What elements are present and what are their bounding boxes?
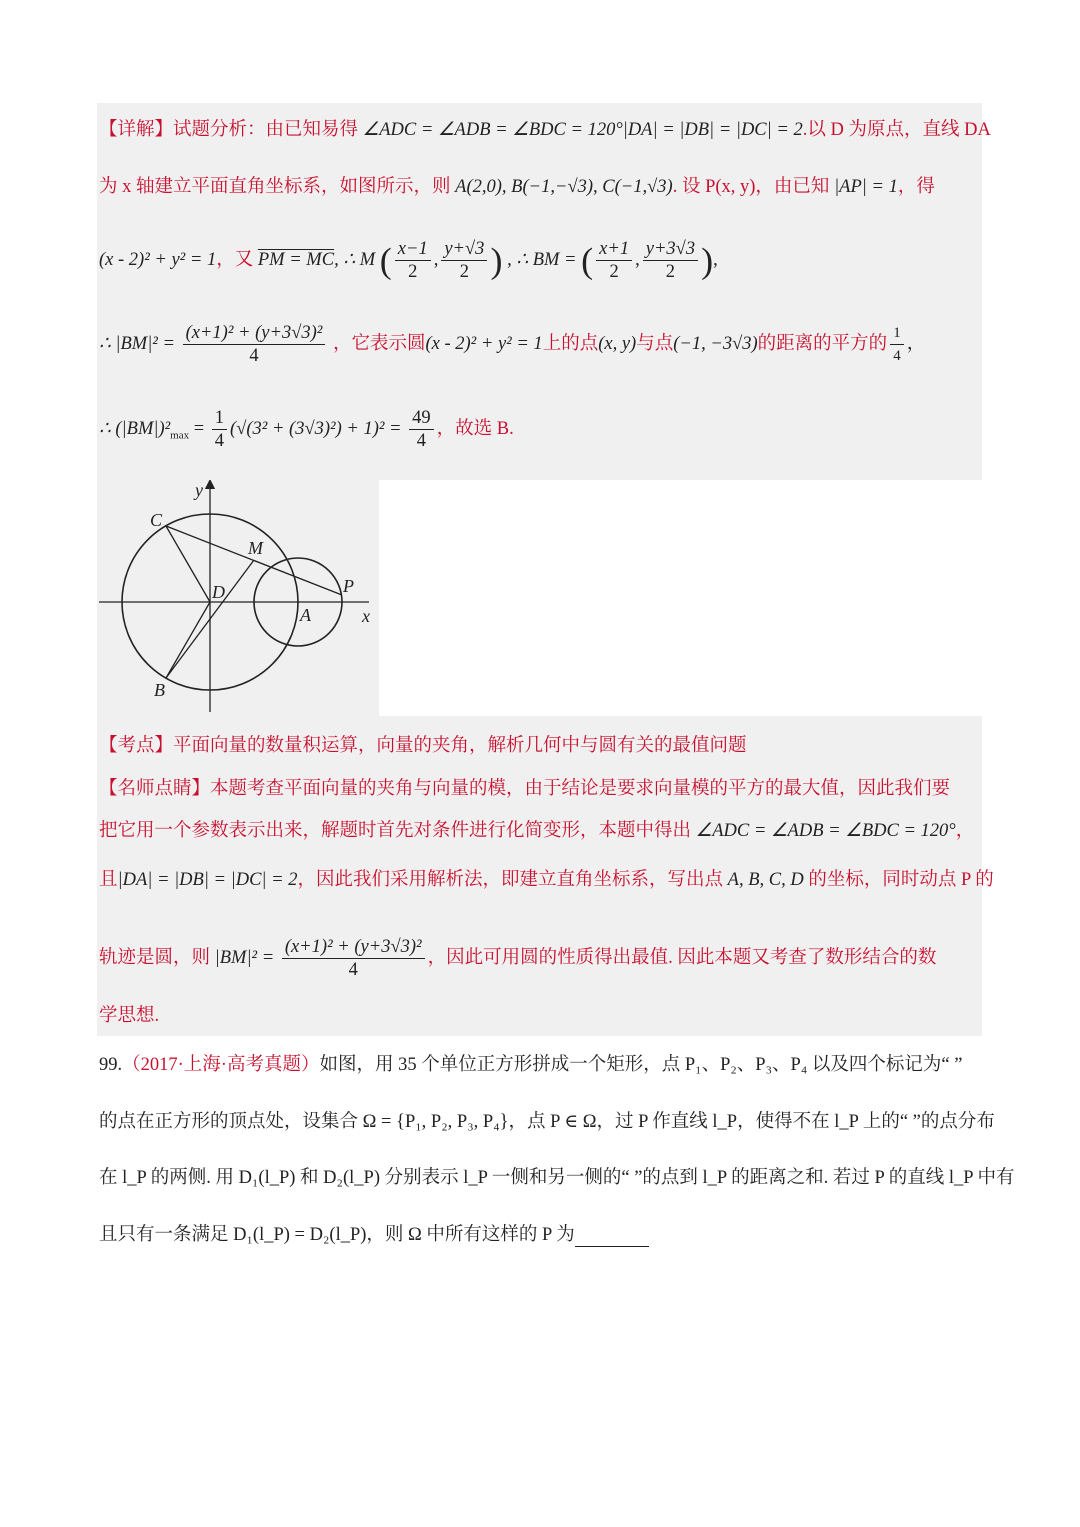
solution-line-2	[99, 175, 935, 199]
modulus-equation: |DA| = |DB| = |DC| = 2	[622, 120, 803, 140]
label-a: A	[300, 605, 311, 625]
m-label: , ∴ M	[334, 249, 376, 270]
problem-line-1	[99, 1053, 962, 1077]
answer-text: ，故选 B.	[436, 418, 514, 439]
problem-text-4: 且只有一条满足 D₁(l_P) = D₂(l_P)，则 Ω 中所有这样的 P 为	[99, 1225, 575, 1245]
point-b-prime: (−1, −3√3)	[673, 333, 758, 354]
label-c: C	[150, 510, 163, 530]
bm-label: , ∴ BM =	[507, 249, 577, 270]
points-abcd: A, B, C, D	[727, 870, 804, 890]
bm-fraction: $\frac{\text{(x+1)² + (y+3√3)²}}{4}$	[183, 322, 326, 367]
label-b: B	[154, 680, 165, 700]
distance-text: 的距离的平方的	[757, 333, 888, 354]
label-x: x	[362, 606, 370, 626]
problem-line-3	[99, 1166, 1015, 1190]
solution-line-4: ∴ |BM|² = $\frac{\text{(x+1)² + (y+3√3)²}}{4}$ ，它表示圆(x - 2)² + y² = 1上的点(x, y)与点(−1, −3√3)的距离的平方的 $\frac{1}{4}$ ，	[99, 323, 926, 366]
kaodian-text: 平面向量的数量积运算，向量的夹角，解析几何中与圆有关的最值问题	[173, 736, 747, 756]
kaodian-tag: 【考点】	[99, 736, 174, 756]
mingshi-tag: 【名师点睛】	[99, 779, 211, 799]
kaodian-line	[99, 734, 747, 758]
circle-equation: (x - 2)² + y² = 1	[99, 249, 217, 270]
mingshi-line-2	[99, 819, 974, 843]
bm-squared: ∴ |BM|² =	[99, 333, 175, 354]
fraction-1: $\frac{x-1}{2}$	[395, 238, 431, 283]
quarter-fraction: $\frac{1}{4}$	[890, 322, 904, 367]
result-fraction: $\frac{49}{4}$	[409, 407, 434, 452]
problem-line-2	[99, 1110, 995, 1134]
detail-tag: 【详解】	[99, 120, 174, 140]
quarter-fraction-2: $\frac{1}{4}$	[212, 407, 227, 452]
solution-intro: 试题分析：由已知易得	[173, 120, 359, 140]
mingshi-text-5: 学思想.	[99, 1006, 160, 1026]
mingshi-text-3: ，因此我们采用解析法，即建立直角坐标系，写出点	[297, 870, 724, 890]
coord-text: 为 x 轴建立平面直角坐标系，如图所示，则	[99, 177, 451, 197]
point-xy: (x, y)	[598, 333, 637, 354]
label-d: D	[212, 582, 225, 602]
label-y: y	[195, 480, 203, 500]
solution-line-3: (x - 2)² + y² = 1，又 PM = MC, ∴ M ( $\frac{x-1}{2}$ , $\frac{y+√3}{2}$ ) , ∴ BM = ( $\frac{x+1}{2}$ , $\frac{y+3√3}{2}$ ),	[99, 239, 718, 282]
problem-text-2: 的点在正方形的顶点处，设集合 Ω = {P₁, P₂, P₃, P₄}，点 P ∈ Ω，过 P 作直线 l_P，使得不在 l_P 上的“ ”的点分布	[99, 1112, 995, 1132]
set-p-text: . 设 P(x, y)，由已知	[672, 177, 830, 197]
equals-sign: =	[193, 418, 205, 439]
mingshi-mods: |DA| = |DB| = |DC| = 2	[117, 870, 298, 890]
problem-text-3: 在 l_P 的两侧. 用 D₁(l_P) 和 D₂(l_P) 分别表示 l_P 一侧和另一侧的“ ”的点到 l_P 的距离之和. 若过 P 的直线 l_P 中有	[99, 1168, 1015, 1188]
and-point-text: 与点	[636, 333, 674, 354]
segment-cd	[166, 526, 210, 602]
mingshi-line-3	[99, 868, 994, 892]
mingshi-text-1: 本题考查平面向量的夹角与向量的模，由于结论是要求向量模的平方的最大值，因此我们要	[210, 779, 951, 799]
fraction-2: $\frac{y+√3}{2}$	[441, 238, 487, 283]
label-p: P	[343, 576, 354, 596]
max-subscript: max	[170, 429, 190, 442]
mingshi-line-1	[99, 777, 950, 801]
ap-modulus: |AP| = 1	[834, 177, 898, 197]
mingshi-line-4	[99, 936, 936, 981]
problem-source: （2017·上海·高考真题）	[122, 1055, 320, 1075]
de-text: ，得	[897, 177, 935, 197]
you-text: ，又	[216, 249, 254, 270]
fraction-3: $\frac{x+1}{2}$	[596, 238, 632, 283]
segment-bd	[166, 602, 210, 678]
mingshi-line-5	[99, 1004, 159, 1028]
mingshi-bm: |BM|² =	[214, 947, 275, 968]
qie-text: 且	[99, 870, 118, 890]
bm-max-lhs: ∴ (|BM|)²	[99, 418, 171, 439]
problem-number: 99.	[99, 1055, 123, 1075]
vector-equation: PM = MC	[257, 249, 335, 270]
comma: ，	[955, 821, 975, 841]
root-expression: (√(3² + (3√3)²) + 1)² =	[230, 418, 402, 439]
on-point-text: 上的点	[542, 333, 599, 354]
problem-line-4	[99, 1223, 649, 1247]
geometry-figure	[97, 480, 379, 716]
figure-svg	[97, 480, 379, 716]
origin-text: .以 D 为原点，直线 DA	[802, 120, 991, 140]
solution-line-5	[99, 407, 514, 452]
represents-text: ，它表示圆	[332, 333, 426, 354]
point-coordinates: A(2,0), B(−1,−√3), C(−1,√3)	[455, 177, 673, 197]
answer-blank[interactable]	[575, 1228, 649, 1247]
fraction-4: $\frac{y+3√3}{2}$	[643, 238, 698, 283]
mingshi-text-4: ，因此可用圆的性质得出最值. 因此本题又考查了数形结合的数	[427, 947, 937, 968]
mingshi-text-3-end: 的坐标，同时动点 P 的	[808, 870, 994, 890]
label-m: M	[248, 538, 263, 558]
mingshi-fraction: $\frac{\text{(x+1)² + (y+3√3)²}}{4}$	[282, 936, 425, 981]
mingshi-angles: ∠ADC = ∠ADB = ∠BDC = 120°	[695, 821, 956, 841]
problem-text-1: 如图，用 35 个单位正方形拼成一个矩形，点 P₁、P₂、P₃、P₄ 以及四个标记为“ ”	[319, 1055, 963, 1075]
solution-line-1	[99, 118, 991, 142]
trajectory-text: 轨迹是圆，则	[99, 947, 211, 968]
circle-equation-2: (x - 2)² + y² = 1	[425, 333, 543, 354]
angle-equation: ∠ADC = ∠ADB = ∠BDC = 120°	[362, 120, 623, 140]
mingshi-text-2: 把它用一个参数表示出来，解题时首先对条件进行化简变形，本题中得出	[99, 821, 692, 841]
